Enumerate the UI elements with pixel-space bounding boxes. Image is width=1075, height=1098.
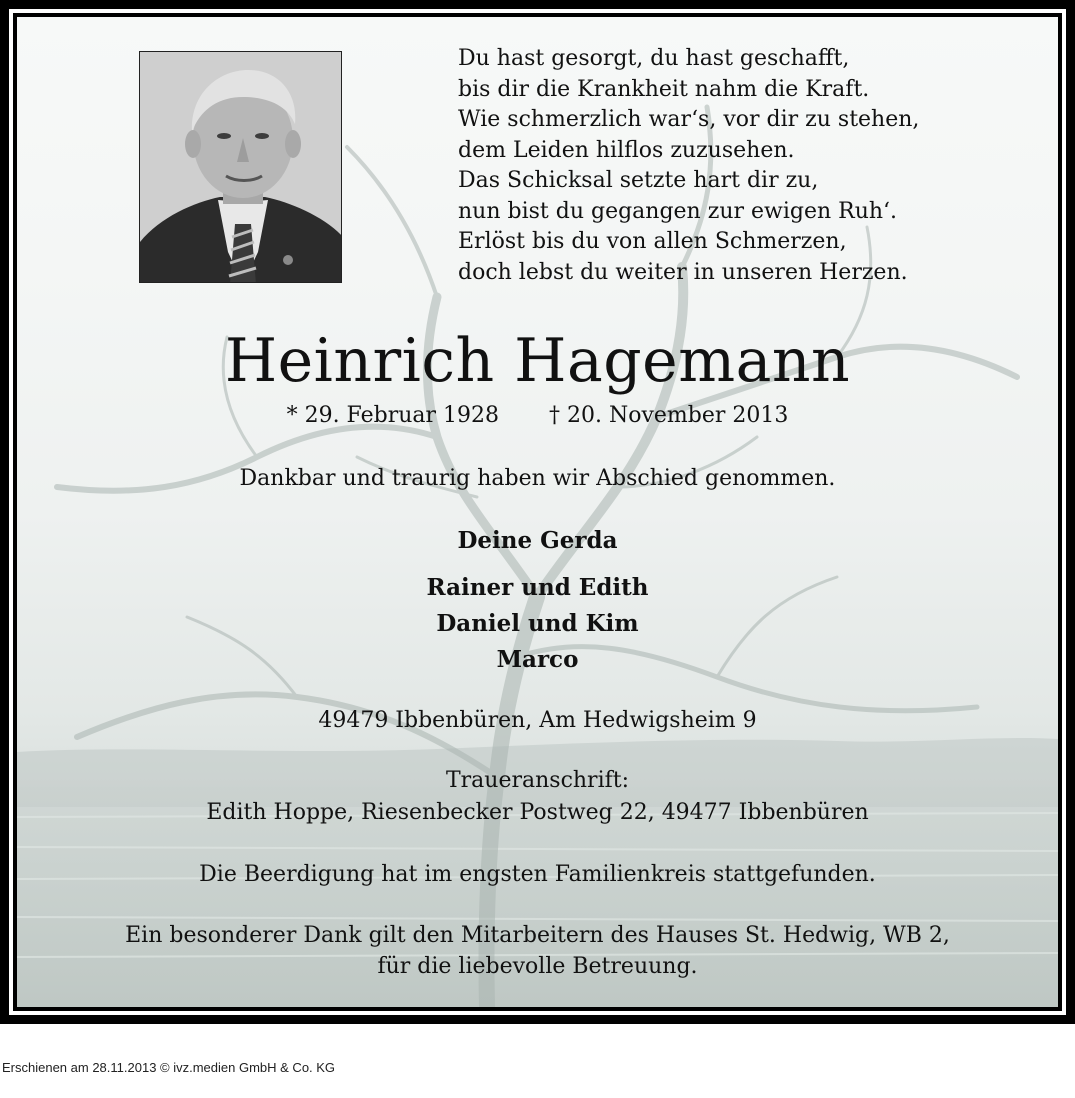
poem-line: nun bist du gegangen zur ewigen Ruh‘. <box>458 198 898 224</box>
family-address: 49479 Ibbenbüren, Am Hedwigsheim 9 <box>318 708 757 733</box>
farewell-text: Dankbar und traurig haben wir Abschied genommen. <box>239 466 836 491</box>
family-member: Rainer und Edith <box>426 574 649 601</box>
family-member: Daniel und Kim <box>436 610 639 637</box>
portrait-photo <box>139 51 342 283</box>
poem-line: Erlöst bis du von allen Schmerzen, <box>458 229 847 254</box>
life-dates <box>17 401 1058 431</box>
birth-date: * 29. Februar 1928 <box>286 403 500 428</box>
death-date: † 20. November 2013 <box>549 403 789 428</box>
funeral-note: Die Beerdigung hat im engsten Familienkreis stattgefunden. <box>199 862 876 887</box>
portrait-image <box>140 52 342 283</box>
poem-line: Das Schicksal setzte hart dir zu, <box>458 168 819 193</box>
poem-line: doch lebst du weiter in unseren Herzen. <box>458 259 908 285</box>
publication-credit: Erschienen am 28.11.2013 © ivz.medien GmbH & Co. KG <box>2 1060 336 1075</box>
spouse-name: Deine Gerda <box>457 527 618 554</box>
obituary-canvas <box>17 17 1058 1007</box>
mourning-address-label: Traueranschrift: <box>445 768 630 793</box>
thanks-line: für die liebevolle Betreuung. <box>377 954 698 979</box>
thanks-line: Ein besonderer Dank gilt den Mitarbeitern des Hauses St. Hedwig, WB 2, <box>125 923 950 948</box>
poem-line: dem Leiden hilflos zuzusehen. <box>458 137 795 163</box>
poem <box>458 44 919 288</box>
poem-line: Wie schmerzlich war‘s, vor dir zu stehen, <box>458 107 920 132</box>
mourning-address: Edith Hoppe, Riesenbecker Postweg 22, 49477 Ibbenbüren <box>206 800 869 825</box>
poem-line: Du hast gesorgt, du hast geschafft, <box>458 46 850 71</box>
deceased-name: Heinrich Hagemann <box>224 326 851 396</box>
poem-line: bis dir die Krankheit nahm die Kraft. <box>458 76 870 102</box>
family-member: Marco <box>496 646 579 673</box>
